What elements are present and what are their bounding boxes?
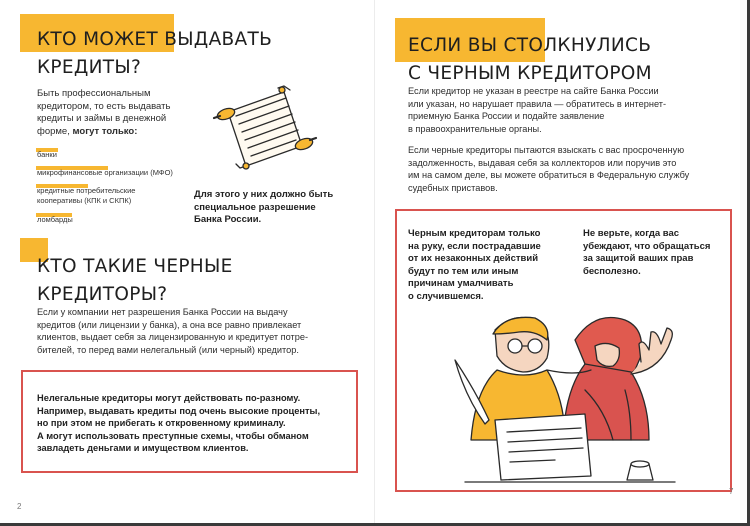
text-line: Быть профессиональным (37, 88, 151, 99)
text-line: за защитой ваших прав (583, 253, 694, 264)
text-line: Если у компании нет разрешения Банка России на выдачу (37, 307, 288, 317)
text-line: кредитов (или лицензии у банка), а она все равно привлекает (37, 319, 302, 330)
heading-line: КРЕДИТОРЫ? (37, 284, 168, 305)
list-item-banks (37, 150, 57, 160)
section-title-if-encountered (408, 32, 652, 88)
text-line: А могут использовать преступные схемы, чтобы обманом (37, 430, 309, 441)
heading-line: КРЕДИТЫ? (37, 57, 142, 78)
list-item-mfo (37, 168, 173, 178)
text-line: судебных приставов. (408, 182, 498, 193)
list-item-text: банки (37, 150, 57, 159)
heading-line: КТО МОЖЕТ ВЫДАВАТЬ (37, 29, 273, 50)
list-item-kpk (37, 186, 135, 205)
warning-box-text (37, 392, 355, 455)
text-line: им на самом деле, вы можете обратиться в Федеральную службу (408, 170, 690, 180)
license-note (194, 189, 359, 227)
list-item-text: микрофинансовые организации (МФО) (37, 168, 173, 177)
bailiff-paragraph (408, 144, 738, 194)
text-line: бителей, то перед вами нелегальный (или черный) кредитор. (37, 344, 299, 355)
text-line: будут по тем или иным (408, 265, 519, 277)
text-line: причинам умалчивать (408, 278, 514, 289)
text-line: бесполезно. (583, 265, 641, 277)
text-line: Например, выдавать кредиты под очень высокие проценты, (37, 405, 321, 416)
text-bold: могут только: (72, 125, 138, 137)
list-item-text: ломбарды (37, 215, 73, 224)
black-creditor-paragraph (37, 306, 367, 356)
action-paragraph (408, 85, 728, 135)
list-item-text: кооперативы (КПК и СКПК) (37, 195, 132, 205)
text-line: клиентов, выдает себя за лицензированную и кредитует потре- (37, 332, 309, 342)
people-illustration (435, 300, 705, 490)
text-line: Банка России. (194, 214, 262, 225)
scroll-icon (206, 82, 326, 170)
text-line: завладеть деньгами и имуществом клиентов. (37, 443, 249, 453)
silence-note (408, 228, 568, 303)
text-line: специальное разрешение (194, 201, 316, 213)
text-line: убеждают, что обращаться (583, 240, 711, 252)
right-page (375, 0, 750, 526)
heading-line: С ЧЕРНЫМ КРЕДИТОРОМ (408, 63, 652, 84)
list-item-text: кредитные потребительские (37, 186, 136, 195)
text-line: Для этого у них должно быть (194, 189, 334, 200)
section-title-who-can-lend (37, 26, 272, 82)
text-line: в правоохранительные органы. (408, 123, 542, 134)
text-line: Нелегальные кредиторы могут действовать по-разному. (37, 393, 301, 403)
text-line: от их незаконных действий (408, 253, 539, 264)
dont-believe-note (583, 228, 723, 278)
text-line: Не верьте, когда вас (583, 228, 680, 239)
text-line: Черным кредиторам только (408, 228, 541, 239)
text-line: кредиты и займы в денежной (37, 113, 167, 124)
text-line: о случившемся. (408, 290, 484, 302)
text-line: кредитором, то есть выдавать (37, 100, 171, 112)
section-title-black-creditors (37, 253, 233, 309)
heading-line: ЕСЛИ ВЫ СТОЛКНУЛИСЬ (408, 35, 652, 56)
text-line: задолженность, выдавая себя за коллекторов или поручив это (408, 157, 677, 168)
text-line: приемную Банка России и подайте заявление (408, 111, 605, 121)
text-line: Если черные кредиторы пытаются взыскать с вас просроченную (408, 145, 685, 155)
text-line: форме, (37, 125, 73, 137)
list-item-pawnshops (37, 215, 73, 225)
page-number: 2 (17, 502, 22, 511)
text-line: но при этом не прибегать к откровенному криминалу. (37, 418, 286, 428)
text-line: Если кредитор не указан в реестре на сайте Банка России (408, 86, 659, 96)
page-number: 7 (729, 487, 734, 496)
text-line: или указан, но нарушает правила — обратитесь в интернет- (408, 98, 667, 109)
intro-paragraph (37, 88, 212, 138)
text-line: на руку, если пострадавшие (408, 240, 541, 252)
heading-line: КТО ТАКИЕ ЧЕРНЫЕ (37, 256, 233, 277)
